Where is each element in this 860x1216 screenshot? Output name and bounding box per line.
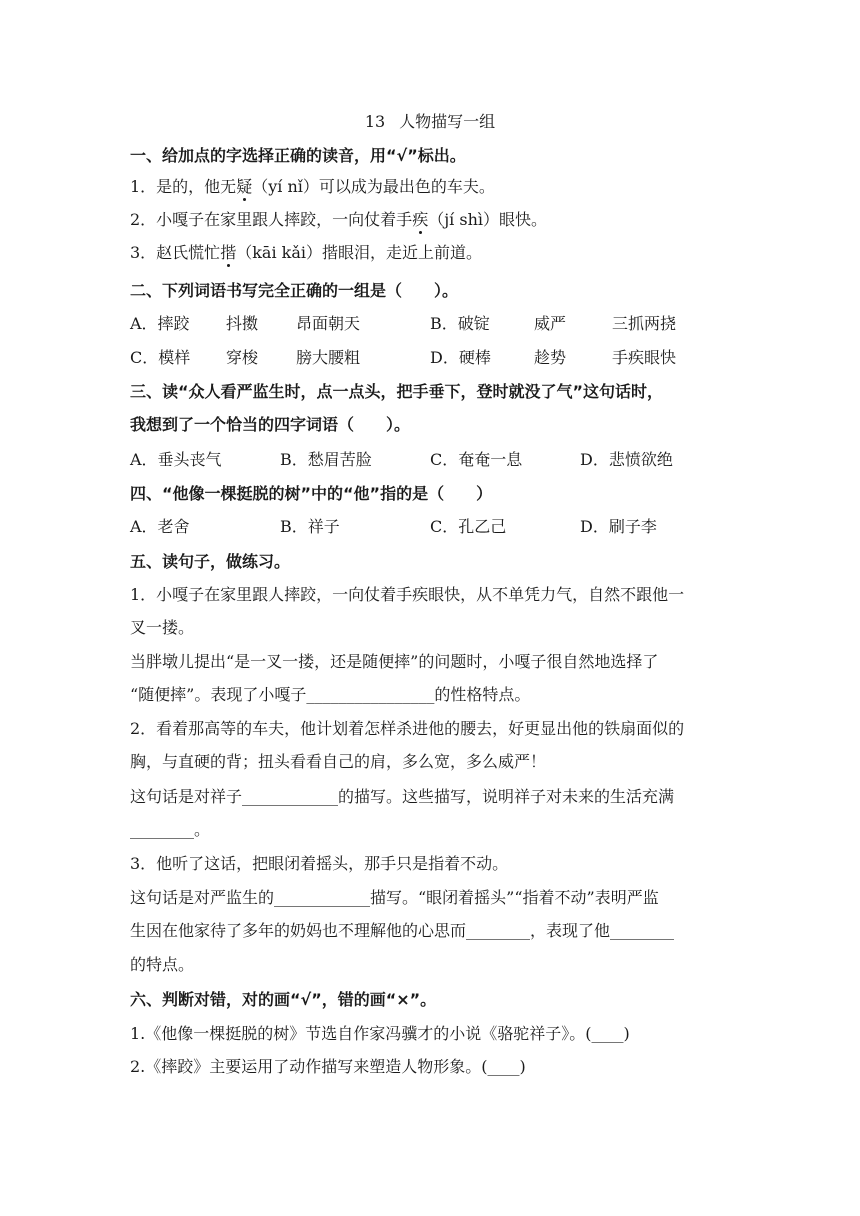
s5-paragraph-line: 叉一搂。 (130, 618, 195, 637)
lesson-title: 人物描写一组 (399, 112, 496, 131)
s1-q3-dotted-char: 揩 (220, 243, 237, 262)
s2-option-d-word-3: 手疾眼快 (612, 348, 677, 367)
s3-option-b: B．愁眉苦脸 (280, 450, 372, 469)
s1-q3-post: （kāi kǎi）揩眼泪，走近上前道。 (236, 243, 482, 262)
s5-paragraph-line: 当胖墩儿提出“是一叉一搂，还是随便摔”的问题时，小嘎子很自然地选择了 (130, 652, 659, 671)
s3-option-d: D．悲愤欲绝 (580, 450, 673, 469)
s2-option-d-word-2: 趁势 (534, 348, 567, 367)
section-5-heading: 五、读句子，做练习。 (130, 552, 291, 571)
s4-option-d: D．刷子李 (580, 517, 657, 536)
s2-option-b-word-3: 三抓两挠 (612, 314, 677, 333)
s3-option-a: A．垂头丧气 (130, 450, 222, 469)
s2-option-b: B．破锭 (430, 314, 490, 333)
s5-paragraph-line: 1．小嘎子在家里跟人摔跤，一向仗着手疾眼快，从不单凭力气，自然不跟他一 (130, 585, 685, 604)
s5-paragraph-line: 3．他听了这话，把眼闭着摇头，那手只是指着不动。 (130, 854, 509, 873)
s1-question-1 (130, 176, 495, 198)
s5-paragraph-line: 2．看着那高等的车夫，他计划着怎样杀进他的腰去，好更显出他的铁扇面似的 (130, 719, 685, 738)
s1-q2-pre: 2．小嘎子在家里跟人摔跤，一向仗着手 (130, 210, 413, 229)
s1-q2-post: （jí shì）眼快。 (428, 210, 548, 229)
s1-q2-dotted-char: 疾 (412, 210, 429, 229)
s4-option-b: B．祥子 (280, 517, 340, 536)
lesson-number: 13 (364, 112, 386, 131)
s5-paragraph-line: 的特点。 (130, 955, 195, 974)
s5-paragraph-line: “随便摔”。表现了小嘎子________________的性格特点。 (130, 685, 531, 704)
s2-option-b-word-2: 威严 (534, 314, 567, 333)
s1-q3-pre: 3．赵氏慌忙 (130, 243, 221, 262)
s1-question-2 (130, 209, 547, 231)
s2-option-c-word-2: 穿梭 (226, 348, 259, 367)
s4-option-a: A．老舍 (130, 517, 190, 536)
s6-question-1: 1.《他像一棵挺脱的树》节选自作家冯骥才的小说《骆驼祥子》。(____) (130, 1024, 630, 1043)
section-3-heading-line-2: 我想到了一个恰当的四字词语（ ）。 (130, 415, 411, 434)
section-6-heading: 六、判断对错，对的画“√”，错的画“×”。 (130, 990, 437, 1009)
s5-paragraph-line: ________。 (130, 820, 211, 839)
s5-paragraph-line: 这句话是对祥子____________的描写。这些描写，说明祥子对未来的生活充满 (130, 787, 675, 806)
s4-option-c: C．孔乙己 (430, 517, 507, 536)
s1-q1-pre: 1．是的，他无 (130, 177, 237, 196)
s2-option-c-word-3: 膀大腰粗 (296, 348, 361, 367)
s2-option-a: A．摔跤 (130, 314, 190, 333)
section-4-heading: 四、“他像一棵挺脱的树”中的“他”指的是（ ） (130, 484, 493, 503)
s2-option-d: D．硬棒 (430, 348, 491, 367)
s1-q1-post: （yí nǐ）可以成为最出色的车夫。 (252, 177, 495, 196)
s5-paragraph-line: 这句话是对严监生的____________描写。“眼闭着摇头”“指着不动”表明严监 (130, 888, 659, 907)
section-3-heading-line-1: 三、读“众人看严监生时，点一点头，把手垂下，登时就没了气”这句话时， (130, 382, 664, 401)
s3-option-c: C．奄奄一息 (430, 450, 523, 469)
s1-q1-dotted-char: 疑 (236, 177, 253, 196)
s5-paragraph-line: 胸，与直硬的背；扭头看看自己的肩，多么宽，多么威严！ (130, 752, 547, 771)
s6-question-2: 2.《摔跤》主要运用了动作描写来塑造人物形象。(____) (130, 1057, 526, 1076)
page-title (0, 111, 860, 133)
section-2-heading: 二、下列词语书写完全正确的一组是（ ）。 (130, 281, 459, 300)
s5-paragraph-line: 生因在他家待了多年的奶妈也不理解他的心思而________，表现了他________ (130, 921, 675, 940)
s2-option-c: C．模样 (130, 348, 191, 367)
s2-option-a-word-3: 昂面朝天 (296, 314, 361, 333)
section-1-heading: 一、给加点的字选择正确的读音，用“√”标出。 (130, 146, 466, 165)
s2-option-a-word-2: 抖擞 (226, 314, 259, 333)
s1-question-3 (130, 242, 482, 264)
